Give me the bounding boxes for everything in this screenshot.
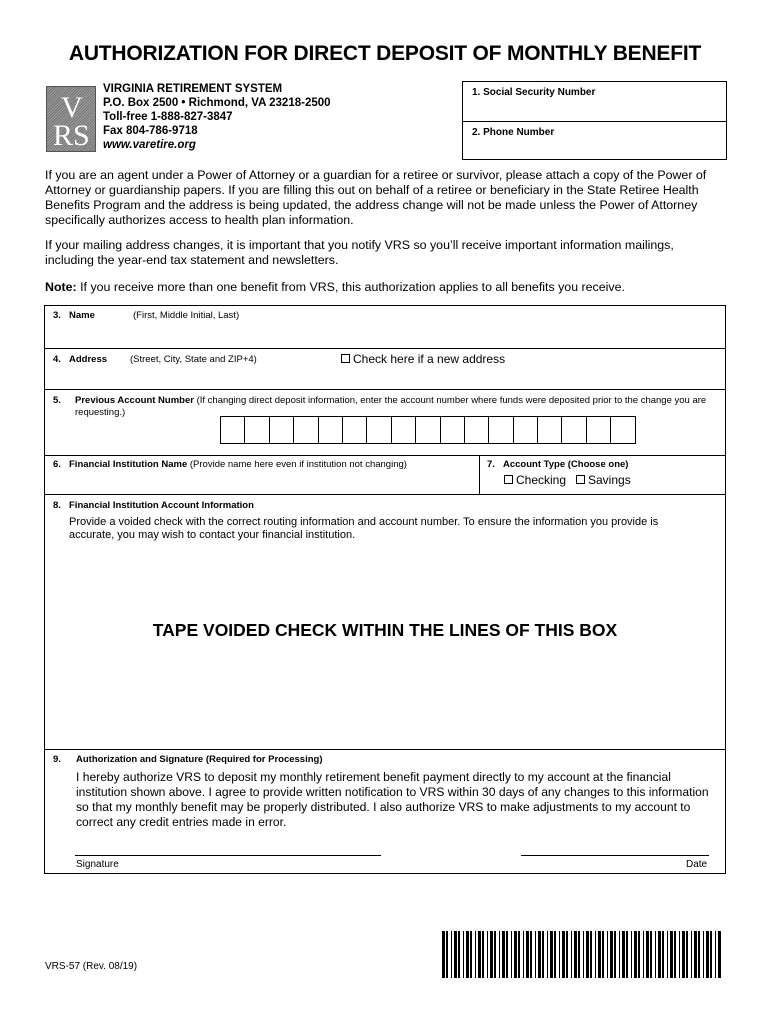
barcode-bar (578, 931, 580, 978)
institution-name-field[interactable] (45, 456, 480, 494)
authorization-label: Authorization and Signature (Required for Processing) (76, 754, 323, 765)
barcode-bar (466, 931, 469, 978)
institution-row (45, 456, 725, 495)
org-contact-block (103, 82, 331, 152)
svg-text:V: V (61, 91, 83, 124)
barcode-bar (626, 931, 628, 978)
barcode-bar (638, 931, 640, 978)
barcode-bar (586, 931, 589, 978)
barcode-bar (658, 931, 661, 978)
section-number: 8. (53, 500, 61, 511)
barcode-bar (499, 931, 500, 978)
barcode-bar (670, 931, 673, 978)
account-digit-boxes (220, 416, 636, 444)
barcode-bar (595, 931, 596, 978)
barcode-bar (694, 931, 697, 978)
id-fields-box (462, 81, 727, 160)
barcode-bar (511, 931, 512, 978)
org-website[interactable]: www.varetire.org (103, 139, 196, 151)
barcode-bar (643, 931, 644, 978)
account-info-section (45, 495, 725, 750)
org-fax: Fax 804-786-9718 (103, 125, 198, 137)
account-info-label: Financial Institution Account Information (69, 500, 254, 511)
address-label: Address (69, 354, 108, 365)
section-number: 7. (487, 459, 495, 470)
barcode-bar (530, 931, 532, 978)
digit-box[interactable] (514, 417, 538, 443)
barcode-bar (547, 931, 548, 978)
barcode-bar (554, 931, 556, 978)
name-label: Name (69, 310, 95, 321)
vrs-logo-lettering (47, 87, 95, 151)
barcode-bar (478, 931, 481, 978)
digit-box[interactable] (392, 417, 416, 443)
form-id: VRS-57 (Rev. 08/19) (45, 961, 138, 972)
new-address-checkbox[interactable] (341, 352, 505, 366)
checkbox-icon[interactable] (341, 354, 350, 363)
barcode-bar (631, 931, 632, 978)
vrs-logo (46, 86, 96, 152)
signature-label: Signature (76, 859, 119, 870)
barcode-bar (550, 931, 553, 978)
barcode-bar (571, 931, 572, 978)
barcode-bar (634, 931, 637, 978)
barcode-bar (674, 931, 676, 978)
svg-text:S: S (73, 119, 90, 151)
barcode-bar (691, 931, 692, 978)
section-number: 6. (53, 459, 61, 470)
name-hint: (First, Middle Initial, Last) (133, 310, 240, 321)
address-change-paragraph: If your mailing address changes, it is important that you notify VRS so you’ll receive important information mailings, including the year-end tax statement and newsletters. (45, 238, 674, 267)
barcode-bar (446, 931, 448, 978)
institution-name-label: Financial Institution Name (69, 459, 188, 470)
barcode-bar (655, 931, 656, 978)
barcode-bar (574, 931, 577, 978)
barcode-bar (502, 931, 505, 978)
barcode-bar (542, 931, 544, 978)
barcode-bar (523, 931, 524, 978)
barcode-bar (514, 931, 517, 978)
digit-box[interactable] (587, 417, 611, 443)
barcode-bar (598, 931, 601, 978)
note-paragraph (45, 280, 725, 295)
barcode-bar (506, 931, 508, 978)
barcode-bar (698, 931, 700, 978)
barcode-bar (518, 931, 520, 978)
digit-box[interactable] (294, 417, 318, 443)
checkbox-icon[interactable] (576, 475, 585, 484)
new-address-label: Check here if a new address (353, 352, 506, 366)
digit-box[interactable] (611, 417, 634, 443)
digit-box[interactable] (221, 417, 245, 443)
digit-box[interactable] (489, 417, 513, 443)
savings-label: Savings (588, 473, 631, 487)
date-line[interactable] (521, 855, 709, 856)
previous-account-hint: (If changing direct deposit information, enter the account number where funds were deposited prior to the change you are requesting.) (75, 395, 707, 418)
checking-option[interactable] (504, 473, 566, 487)
digit-box[interactable] (343, 417, 367, 443)
barcode-bar (646, 931, 649, 978)
barcode-bar (482, 931, 484, 978)
account-info-text: Provide a voided check with the correct routing information and account number. To ensure the information you provide is accurate, you may wish to contact your financial institution. (69, 516, 659, 541)
digit-box[interactable] (562, 417, 586, 443)
section-number: 5. (53, 395, 61, 406)
barcode-bar (610, 931, 613, 978)
barcode-bar (710, 931, 712, 978)
barcode-bar (487, 931, 488, 978)
previous-account-section (45, 390, 725, 456)
date-label: Date (686, 859, 708, 870)
poa-paragraph: If you are an agent under a Power of Attorney or a guardian for a retiree or survivor, please attach a copy of the Power of Attorney or guardianship papers. If you are filling this out on behalf of a retiree or beneficiary in the State Retiree Health Benefits Program and the address is being updated, the address change will not be made unless the Power of Attorney specifically authorizes access to health plan information. (45, 168, 707, 227)
barcode-bar (679, 931, 680, 978)
digit-box[interactable] (245, 417, 269, 443)
barcode-bar (566, 931, 568, 978)
barcode-bar (607, 931, 608, 978)
barcode-bar (602, 931, 604, 978)
org-address: P.O. Box 2500 • Richmond, VA 23218-2500 (103, 97, 331, 109)
ssn-label: 1. Social Security Number (472, 87, 596, 98)
barcode (442, 931, 721, 978)
barcode-bar (490, 931, 493, 978)
note-text: If you receive more than one benefit from VRS, this authorization applies to all benefits you receive. (76, 280, 625, 294)
address-hint: (Street, City, State and ZIP+4) (130, 354, 257, 365)
svg-text:R: R (53, 119, 74, 151)
section-number: 4. (53, 354, 61, 365)
digit-box[interactable] (538, 417, 562, 443)
barcode-bar (583, 931, 584, 978)
savings-option[interactable] (576, 473, 631, 487)
previous-account-label: Previous Account Number (75, 395, 194, 406)
org-name: VIRGINIA RETIREMENT SYSTEM (103, 83, 283, 95)
institution-name-text (69, 459, 407, 470)
digit-box[interactable] (465, 417, 489, 443)
barcode-bar (682, 931, 685, 978)
account-type-label: Account Type (Choose one) (503, 459, 629, 470)
digit-box[interactable] (319, 417, 343, 443)
phone-label: 2. Phone Number (472, 127, 555, 138)
institution-name-hint: (Provide name here even if institution not changing) (187, 459, 407, 470)
barcode-bar (562, 931, 565, 978)
barcode-bar (650, 931, 652, 978)
barcode-bar (614, 931, 616, 978)
digit-box[interactable] (416, 417, 440, 443)
barcode-bar (590, 931, 592, 978)
barcode-bar (622, 931, 625, 978)
section-number: 3. (53, 310, 61, 321)
note-label: Note: (45, 280, 77, 294)
phone-field[interactable] (463, 121, 726, 160)
barcode-bar (703, 931, 704, 978)
digit-box[interactable] (367, 417, 391, 443)
barcode-bar (463, 931, 464, 978)
barcode-bar (706, 931, 709, 978)
barcode-bar (458, 931, 460, 978)
barcode-bar (619, 931, 620, 978)
checkbox-icon[interactable] (504, 475, 513, 484)
section-number: 9. (53, 754, 61, 765)
form-title: AUTHORIZATION FOR DIRECT DEPOSIT OF MONTHLY BENEFIT (68, 42, 702, 65)
name-section[interactable] (45, 306, 725, 349)
address-section[interactable] (45, 349, 725, 390)
authorization-section (45, 750, 725, 873)
account-type-field (480, 456, 725, 494)
barcode-bar (715, 931, 716, 978)
barcode-bar (535, 931, 536, 978)
barcode-bar (442, 931, 445, 978)
checking-label: Checking (516, 473, 567, 487)
barcode-bar (494, 931, 496, 978)
barcode-bar (475, 931, 476, 978)
digit-box[interactable] (270, 417, 294, 443)
digit-box[interactable] (441, 417, 465, 443)
org-tollfree: Toll-free 1-888-827-3847 (103, 111, 233, 123)
barcode-bar (662, 931, 664, 978)
barcode-bar (667, 931, 668, 978)
ssn-field[interactable] (463, 82, 726, 120)
barcode-bar (526, 931, 529, 978)
signature-line[interactable] (75, 855, 381, 856)
barcode-bar (470, 931, 472, 978)
tape-check-instruction: TAPE VOIDED CHECK WITHIN THE LINES OF THIS BOX (152, 620, 618, 640)
barcode-bar (559, 931, 560, 978)
barcode-bar (686, 931, 688, 978)
barcode-bar (454, 931, 457, 978)
form-body (44, 305, 726, 874)
barcode-bar (538, 931, 541, 978)
barcode-bar (451, 931, 452, 978)
barcode-bar (718, 931, 721, 978)
authorization-text: I hereby authorize VRS to deposit my monthly retirement benefit payment directly to my account at the financial institution shown above. I agree to provide written notification to VRS within 30 days of any changes to this information so that my monthly benefit may be properly distributed. I also authorize VRS to make adjustments to my account to correct any credit entries made in error. (76, 770, 709, 829)
